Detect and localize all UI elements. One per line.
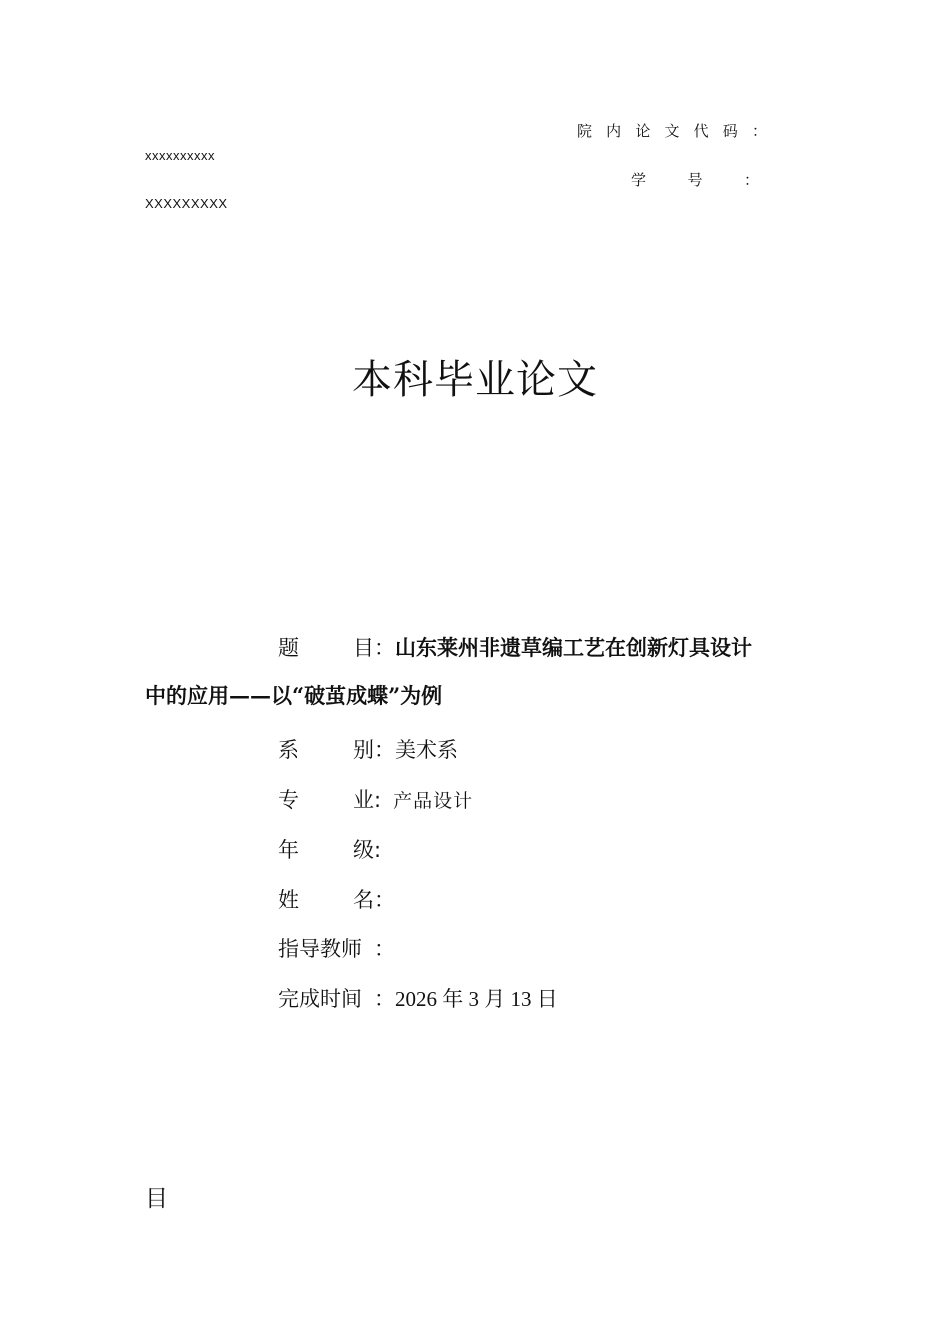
label-char: 内 — [606, 122, 622, 140]
completion-row — [278, 983, 558, 1013]
label-char: 题 — [278, 636, 299, 660]
topic-value-line1: 山东莱州非遗草编工艺在创新灯具设计 — [395, 635, 752, 660]
thesis-code-value: xxxxxxxxxx — [145, 148, 215, 163]
label-char: 别 — [353, 738, 374, 762]
colon: : — [374, 838, 382, 862]
label-char: ： — [751, 122, 767, 140]
label-char: 级 — [353, 838, 374, 862]
grade-label — [278, 834, 374, 864]
label-char: 号 — [687, 171, 703, 189]
label-char: 论 — [635, 122, 651, 140]
student-id-label — [631, 169, 759, 190]
label-char: 院 — [577, 122, 593, 140]
thesis-code-label — [577, 120, 767, 141]
completion-label: 完成时间 — [278, 987, 362, 1011]
label-char: 专 — [278, 788, 299, 812]
label-char: 业 — [353, 788, 374, 812]
advisor-label: 指导教师 — [278, 937, 362, 961]
label-char: 名 — [353, 888, 374, 912]
department-value: 美术系 — [395, 738, 458, 762]
label-char: 目 — [353, 636, 374, 660]
major-value: 产品设计 — [393, 790, 474, 812]
colon: ： — [374, 636, 395, 660]
major-label — [278, 784, 374, 814]
label-char: ： — [743, 171, 759, 189]
name-row — [278, 884, 395, 914]
student-id-value: XXXXXXXXX — [145, 196, 228, 211]
label-char: 文 — [664, 122, 680, 140]
toc-heading: 目 — [145, 1186, 168, 1212]
colon: ： — [374, 937, 395, 961]
label-char: 年 — [278, 838, 299, 862]
label-char: 代 — [693, 122, 709, 140]
label-char: 码 — [722, 122, 738, 140]
grade-row — [278, 834, 381, 864]
name-label — [278, 884, 374, 914]
advisor-row — [278, 933, 395, 963]
label-char: 姓 — [278, 888, 299, 912]
department-label — [278, 734, 374, 764]
major-row — [278, 784, 473, 814]
colon: ： — [374, 888, 395, 912]
topic-row — [278, 632, 752, 662]
topic-label — [278, 632, 374, 662]
colon: : — [374, 788, 382, 812]
completion-value: 2026 年 3 月 13 日 — [395, 987, 558, 1011]
label-char: 学 — [631, 171, 647, 189]
topic-value-line2: 中的应用——以“破茧成蝶”为例 — [145, 683, 443, 708]
document-title: 本科毕业论文 — [352, 357, 598, 403]
department-row — [278, 734, 458, 764]
colon: ： — [374, 987, 395, 1011]
label-char: 系 — [278, 738, 299, 762]
colon: ： — [374, 738, 395, 762]
